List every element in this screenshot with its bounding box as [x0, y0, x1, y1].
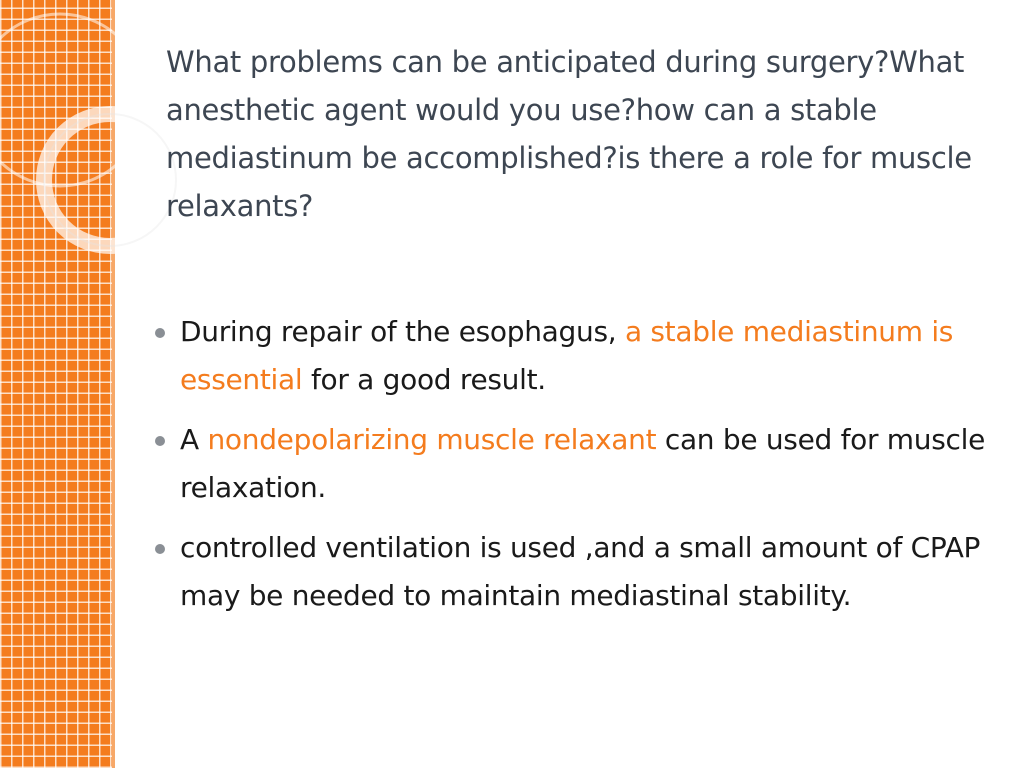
- bullet-text: controlled ventilation is used ,and a small amount of CPAP may be needed to maintain mediastinal stability.: [180, 531, 981, 612]
- bullet-marker: [155, 544, 165, 554]
- bullet-item: [155, 416, 985, 512]
- bullet-text: for a good result.: [302, 363, 546, 396]
- bullet-text: During repair of the esophagus,: [180, 315, 625, 348]
- slide-title: What problems can be anticipated during surgery?What anesthetic agent would you use?how can a stable mediastinum be accomplished?is there a role for muscle relaxants?: [166, 45, 972, 223]
- bullet-text: can be used for muscle relaxation.: [180, 423, 985, 504]
- bullet-item: [155, 524, 985, 620]
- bullet-item: [155, 308, 985, 404]
- bullet-marker: [155, 328, 165, 338]
- bullet-highlight: a stable mediastinum is essential: [180, 315, 954, 396]
- bullet-highlight: nondepolarizing muscle relaxant: [207, 423, 657, 456]
- bullet-text: A: [180, 423, 208, 456]
- bullet-list: [155, 308, 985, 632]
- bullet-marker: [155, 436, 165, 446]
